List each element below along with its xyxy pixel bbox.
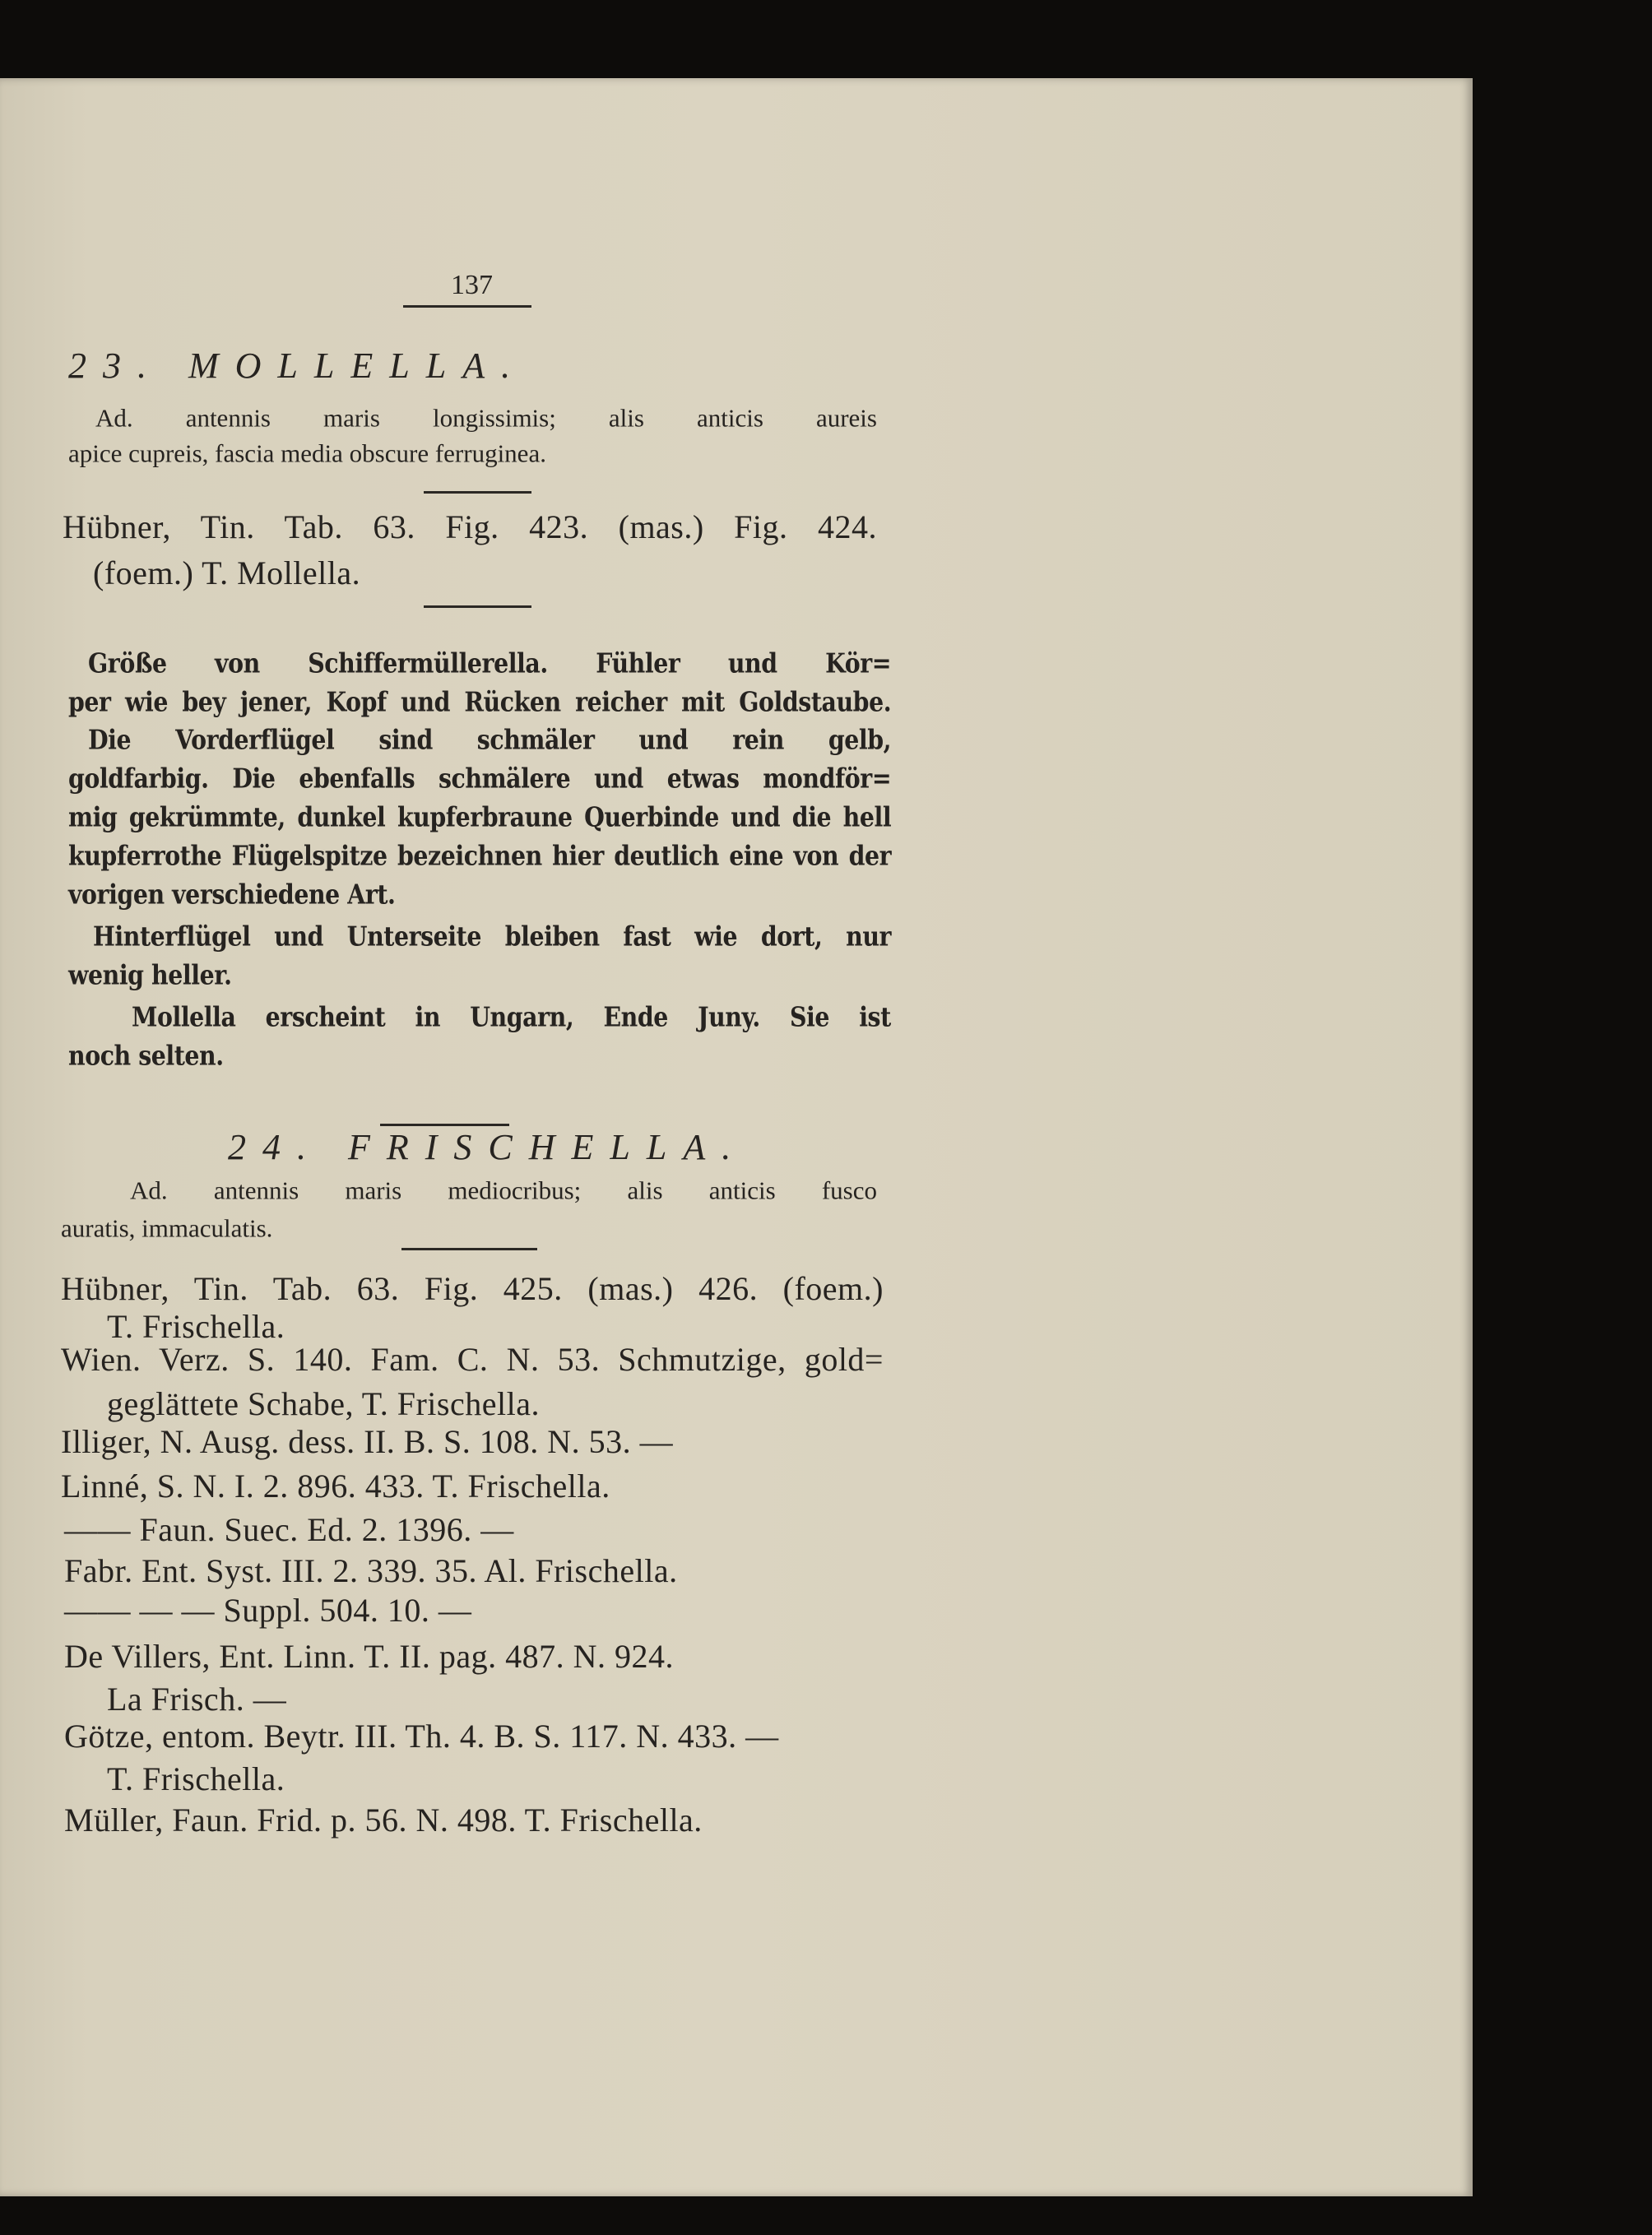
description-line: kupferrothe Flügelspitze bezeichnen hier deutlich eine von der bbox=[68, 839, 892, 872]
page-number: 137 bbox=[451, 270, 493, 300]
reference-line: (foem.) T. Mollella. bbox=[93, 554, 361, 591]
divider bbox=[424, 605, 531, 608]
diagnosis-line: auratis, immaculatis. bbox=[61, 1213, 273, 1243]
reference-line: Linné, S. N. I. 2. 896. 433. T. Frischella. bbox=[61, 1468, 610, 1505]
species-heading: 24. FRISCHELLA. bbox=[228, 1127, 748, 1167]
description-line: mig gekrümmte, dunkel kupferbraune Querbinde und die hell bbox=[68, 800, 892, 833]
reference-line: Hübner, Tin. Tab. 63. Fig. 423. (mas.) Fig. 424. bbox=[63, 508, 877, 545]
divider bbox=[403, 305, 531, 308]
reference-line: —— — — Suppl. 504. 10. — bbox=[64, 1592, 472, 1629]
reference-line: De Villers, Ent. Linn. T. II. pag. 487. N. 924. bbox=[64, 1638, 674, 1675]
reference-line: Wien. Verz. S. 140. Fam. C. N. 53. Schmutzige, gold= bbox=[61, 1341, 884, 1378]
diagnosis-line: apice cupreis, fascia media obscure ferruginea. bbox=[68, 438, 546, 468]
reference-line: La Frisch. — bbox=[107, 1681, 287, 1718]
description-line: noch selten. bbox=[68, 1039, 224, 1072]
description-line: Hinterflügel und Unterseite bleiben fast wie dort, nur bbox=[93, 920, 892, 953]
diagnosis-line: Ad. antennis maris mediocribus; alis anticis fusco bbox=[130, 1175, 877, 1205]
species-heading: 23. MOLLELLA. bbox=[68, 345, 527, 386]
divider bbox=[380, 1124, 509, 1126]
description-line: Größe von Schiffermüllerella. Fühler und Kör= bbox=[88, 647, 892, 679]
reference-line: Götze, entom. Beytr. III. Th. 4. B. S. 117. N. 433. — bbox=[64, 1718, 779, 1755]
reference-line: Fabr. Ent. Syst. III. 2. 339. 35. Al. Frischella. bbox=[64, 1552, 678, 1589]
diagnosis-line: Ad. antennis maris longissimis; alis anticis aureis bbox=[95, 403, 877, 433]
description-line: Mollella erscheint in Ungarn, Ende Juny. Sie ist bbox=[132, 1000, 891, 1033]
reference-line: T. Frischella. bbox=[107, 1308, 285, 1345]
description-line: per wie bey jener, Kopf und Rücken reicher mit Goldstaube. bbox=[68, 685, 892, 718]
divider bbox=[401, 1248, 537, 1250]
reference-line: —— Faun. Suec. Ed. 2. 1396. — bbox=[64, 1511, 514, 1548]
reference-line: Illiger, N. Ausg. dess. II. B. S. 108. N. 53. — bbox=[61, 1423, 674, 1460]
reference-line: Hübner, Tin. Tab. 63. Fig. 425. (mas.) 426. (foem.) bbox=[61, 1270, 884, 1307]
description-line: Die Vorderflügel sind schmäler und rein gelb, bbox=[88, 723, 892, 756]
description-line: vorigen verschiedene Art. bbox=[68, 878, 396, 911]
description-line: wenig heller. bbox=[68, 958, 232, 991]
description-line: goldfarbig. Die ebenfalls schmälere und etwas mondför= bbox=[68, 762, 892, 795]
reference-line: T. Frischella. bbox=[107, 1760, 285, 1797]
reference-line: Müller, Faun. Frid. p. 56. N. 498. T. Frischella. bbox=[64, 1801, 703, 1839]
reference-line: geglättete Schabe, T. Frischella. bbox=[107, 1385, 540, 1422]
divider bbox=[424, 491, 531, 494]
